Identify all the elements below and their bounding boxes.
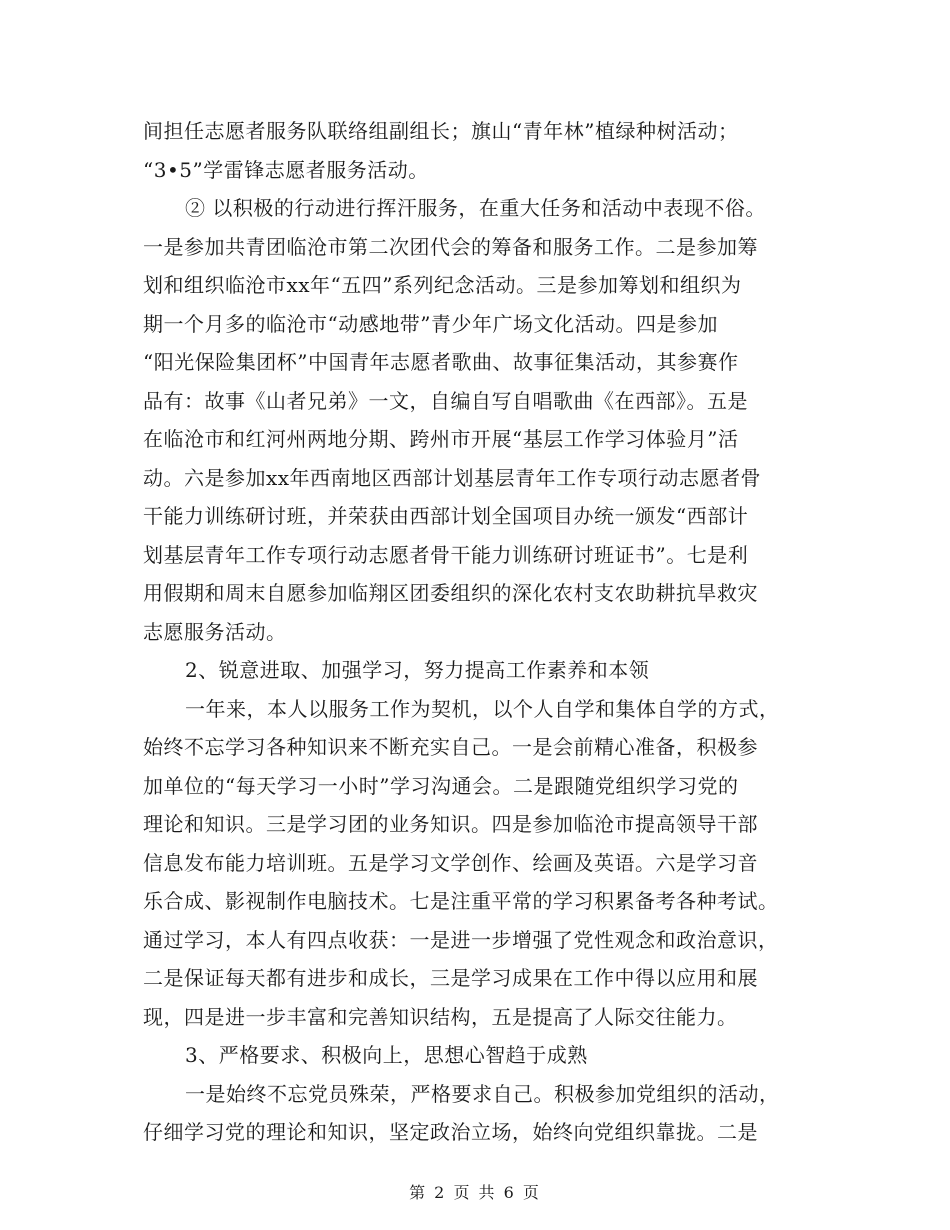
section-heading: 3、严格要求、积极向上，思想心智趋于成熟 <box>185 1043 588 1067</box>
text-line: 划和组织临沧市xx年“五四”系列纪念活动。三是参加筹划和组织为 <box>143 273 742 297</box>
paragraph-start-line: ② 以积极的行动进行挥汗服务，在重大任务和活动中表现不俗。 <box>185 196 766 220</box>
text-line: “阳光保险集团杯”中国青年志愿者歌曲、故事征集活动，其参赛作 <box>143 350 739 374</box>
text-line: 志愿服务活动。 <box>143 619 287 644</box>
text-line: 划基层青年工作专项行动志愿者骨干能力训练研讨班证书”。七是利 <box>143 542 749 567</box>
text-line: 间担任志愿者服务队联络组副组长；旗山“青年林”植绿种树活动； <box>143 119 739 143</box>
text-line: 一是参加共青团临沧市第二次团代会的筹备和服务工作。二是参加筹 <box>143 234 758 259</box>
body-text <box>143 112 803 1152</box>
text-line: “3•5”学雷锋志愿者服务活动。 <box>143 157 429 182</box>
paragraph-start-line: 一是始终不忘党员殊荣，严格要求自己。积极参加党组织的活动， <box>185 1081 780 1106</box>
text-line: 干能力训练研讨班，并荣获由西部计划全国项目办统一颁发“西部计 <box>143 504 749 528</box>
text-line: 动。六是参加xx年西南地区西部计划基层青年工作专项行动志愿者骨 <box>143 465 762 490</box>
text-line: 在临沧市和红河州两地分期、跨州市开展“基层工作学习体验月”活 <box>143 427 739 451</box>
text-line: 二是保证每天都有进步和成长，三是学习成果在工作中得以应用和展 <box>143 966 758 990</box>
paragraph-start-line: 一年来，本人以服务工作为契机，以个人自学和集体自学的方式， <box>185 696 780 721</box>
text-line: 品有：故事《山者兄弟》一文，自编自写自唱歌曲《在西部》。五是 <box>143 388 748 413</box>
text-line: 乐合成、影视制作电脑技术。七是注重平常的学习积累备考各种考试。 <box>143 889 779 913</box>
text-line: 理论和知识。三是学习团的业务知识。四是参加临沧市提高领导干部 <box>143 812 758 836</box>
text-line: 仔细学习党的理论和知识，坚定政治立场，始终向党组织靠拢。二是 <box>143 1120 758 1144</box>
page-number-footer: 第 2 页 共 6 页 <box>409 1183 541 1202</box>
text-line: 信息发布能力培训班。五是学习文学创作、绘画及英语。六是学习音 <box>143 850 758 875</box>
text-line: 现，四是进一步丰富和完善知识结构，五是提高了人际交往能力。 <box>143 1004 738 1029</box>
text-line: 用假期和周末自愿参加临翔区团委组织的深化农村支农助耕抗旱救灾 <box>143 581 758 605</box>
section-heading: 2、锐意进取、加强学习，努力提高工作素养和本领 <box>185 658 650 682</box>
text-line: 始终不忘学习各种知识来不断充实自己。一是会前精心准备，积极参 <box>143 735 758 759</box>
text-line: 通过学习，本人有四点收获：一是进一步增强了党性观念和政治意识， <box>143 927 779 952</box>
text-line: 加单位的“每天学习一小时”学习沟通会。二是跟随党组织学习党的 <box>143 773 739 798</box>
text-line: 期一个月多的临沧市“动感地带”青少年广场文化活动。四是参加 <box>143 311 718 336</box>
